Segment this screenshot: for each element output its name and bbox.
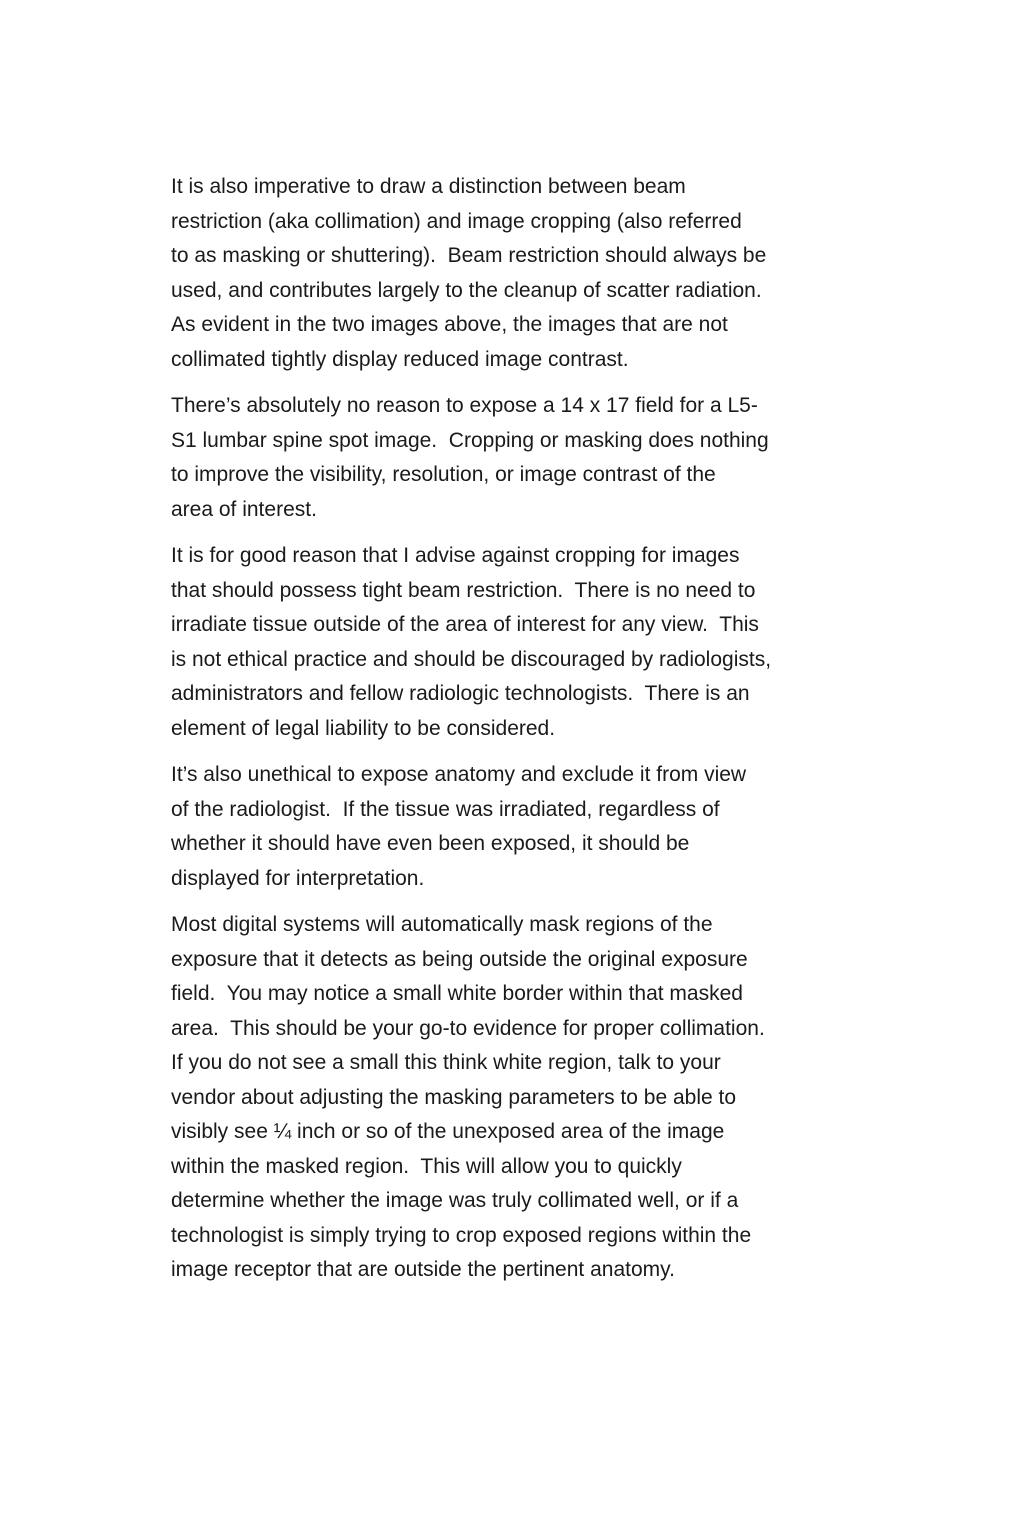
text-line: determine whether the image was truly collimated well, or if a (171, 1189, 739, 1212)
paragraph-ethics (171, 758, 861, 896)
text-line: used, and contributes largely to the cleanup of scatter radiation. (171, 278, 762, 302)
text-line: technologist is simply trying to crop exposed regions within the (171, 1223, 752, 1247)
text-line: It is for good reason that I advise against cropping for images (171, 544, 740, 567)
text-line: exposure that it detects as being outside the original exposure (171, 947, 748, 971)
text-line: to as masking or shuttering). Beam restriction should always be (171, 244, 767, 267)
text-line: displayed for interpretation. (171, 866, 425, 890)
text-line: of the radiologist. If the tissue was irradiated, regardless of (171, 797, 720, 821)
text-line: image receptor that are outside the pertinent anatomy. (171, 1258, 675, 1281)
text-line: that should possess tight beam restriction. There is no need to (171, 578, 756, 602)
text-line: As evident in the two images above, the images that are not (171, 313, 728, 336)
text-line: field. You may notice a small white border within that masked (171, 982, 743, 1005)
body-text (171, 170, 861, 1288)
text-line: Most digital systems will automatically mask regions of the (171, 913, 713, 936)
text-line: If you do not see a small this think white region, talk to your (171, 1051, 721, 1074)
text-line: irradiate tissue outside of the area of interest for any view. This (171, 613, 759, 636)
paragraph-field-size (171, 389, 861, 527)
text-line: area. This should be your go-to evidence for proper collimation. (171, 1016, 765, 1040)
text-line: S1 lumbar spine spot image. Cropping or masking does nothing (171, 428, 769, 452)
text-line: vendor about adjusting the masking parameters to be able to (171, 1085, 737, 1109)
text-line: to improve the visibility, resolution, or image contrast of the (171, 463, 716, 486)
paragraph-digital-masking (171, 908, 861, 1288)
text-line: visibly see ¼ inch or so of the unexposed area of the image (171, 1120, 725, 1143)
text-line: collimated tightly display reduced image contrast. (171, 347, 629, 371)
text-line: is not ethical practice and should be discouraged by radiologists, (171, 647, 772, 671)
paragraph-beam-restriction (171, 170, 861, 377)
text-line: whether it should have even been exposed, it should be (171, 832, 690, 855)
paragraph-cropping-advice (171, 539, 861, 746)
text-line: administrators and fellow radiologic technologists. There is an (171, 682, 750, 705)
text-line: It is also imperative to draw a distinction between beam (171, 175, 686, 198)
text-line: restriction (aka collimation) and image cropping (also referred (171, 209, 742, 233)
text-line: area of interest. (171, 497, 317, 521)
text-line: There’s absolutely no reason to expose a 14 x 17 field for a L5- (171, 394, 758, 417)
text-line: It’s also unethical to expose anatomy and exclude it from view (171, 763, 747, 786)
text-line: within the masked region. This will allow you to quickly (171, 1154, 682, 1178)
text-line: element of legal liability to be considered. (171, 716, 556, 740)
